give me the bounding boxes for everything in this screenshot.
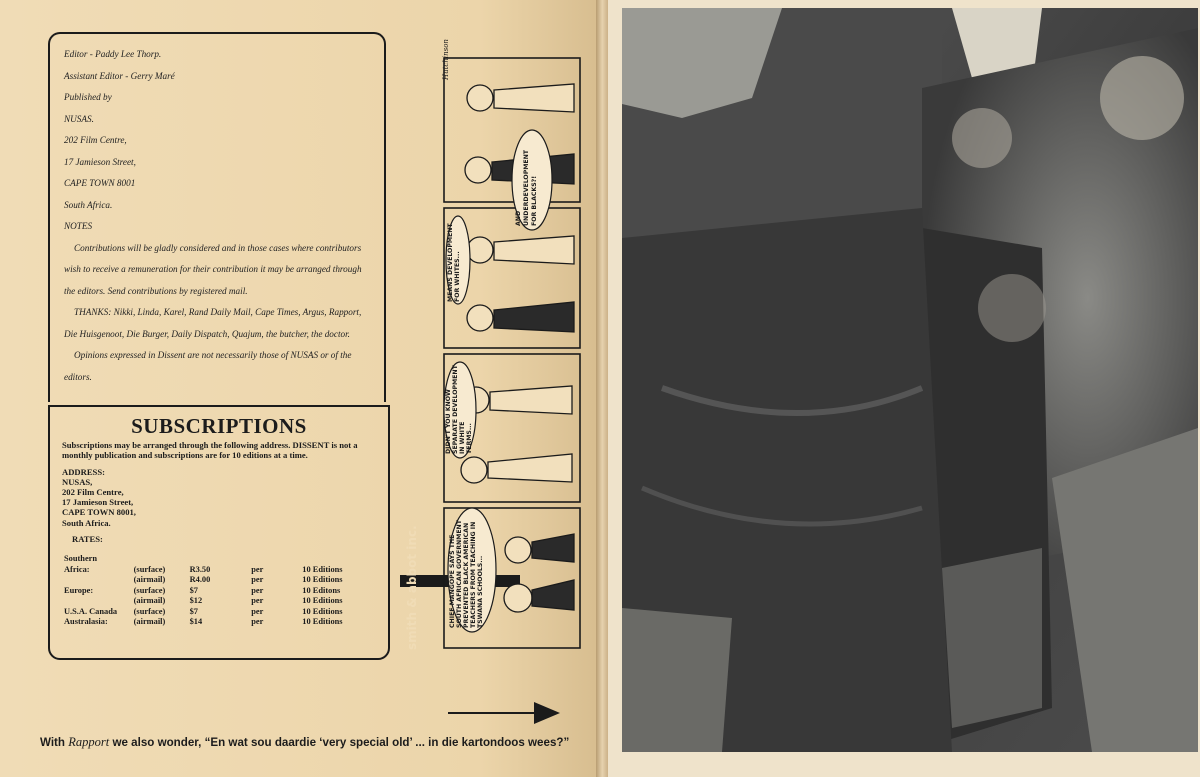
rate-editions: 10 Editions: [302, 575, 343, 585]
address-line: 17 Jamieson Street,: [62, 497, 134, 508]
address-line-4: South Africa.: [64, 199, 113, 210]
rate-price: $14: [189, 617, 203, 627]
figure-head: [467, 305, 493, 331]
rate-price: R3.50: [189, 564, 211, 574]
rate-editions: 10 Editions: [302, 564, 343, 574]
notes-text: Contributions will be gladly considered and in those cases where contributors wish to receive a remuneration for their contribution it may be arranged through the editors. Send contributions by registered mail.: [64, 242, 362, 296]
rate-editions: 10 Editons: [302, 585, 341, 595]
address-line: South Africa.: [62, 517, 111, 528]
svg-text:FOR WHITES...: FOR WHITES...: [454, 251, 461, 302]
bottom-note-text: we also wonder, “En wat sou daardie ‘very special old’ ... in die kartondoos wees?”: [112, 736, 570, 749]
rates-row: [62, 617, 376, 628]
thanks-text: THANKS: Nikki, Linda, Karel, Rand Daily Mail, Cape Times, Argus, Rapport, Die Huisgenoot, Die Burger, Daily Dispatch, Quajum, the butcher, the doctor.: [64, 307, 362, 339]
rate-region: Australasia:: [64, 617, 108, 627]
rate-mode: (surface): [133, 564, 166, 574]
rate-per: [249, 554, 300, 565]
rate-mode: (airmail): [133, 617, 166, 627]
rates-row: [62, 575, 376, 586]
rate-region: [62, 575, 132, 586]
rate-per: per: [251, 564, 264, 574]
bottom-note-publication: Rapport: [68, 735, 110, 749]
rates-heading: RATES:: [72, 533, 103, 544]
cartoonist-signature: Hutchinson: [442, 39, 450, 80]
subscriptions-box: [48, 405, 390, 660]
figure-head: [461, 457, 487, 483]
svg-text:PREVENTED BLACK AMERICAN: PREVENTED BLACK AMERICAN: [463, 522, 470, 628]
rate-editions: 10 Editions: [302, 596, 343, 606]
publisher-name: NUSAS.: [64, 113, 94, 124]
editor-line: Editor - Paddy Lee Thorp.: [64, 49, 162, 59]
notes-heading: NOTES: [64, 221, 93, 231]
masthead-box: [48, 32, 386, 402]
photograph: [622, 8, 1198, 752]
address-line: NUSAS,: [62, 476, 93, 487]
rate-price: $7: [189, 606, 198, 616]
credit-text: smith & abbot inc.: [405, 525, 419, 650]
svg-text:AND: AND: [515, 210, 522, 226]
rates-row: [62, 554, 376, 565]
rates-row: [62, 607, 376, 618]
assistant-editor-line: Assistant Editor - Gerry Maré: [64, 70, 175, 81]
published-by-line: Published by: [64, 92, 112, 102]
svg-text:SOUTH AFRICAN GOVERNMENT: SOUTH AFRICAN GOVERNMENT: [456, 520, 463, 628]
rate-per: per: [251, 617, 264, 627]
svg-text:UNDERDEVELOPMENT: UNDERDEVELOPMENT: [523, 149, 530, 226]
svg-text:DIDN'T YOU KNOW: DIDN'T YOU KNOW: [445, 389, 452, 454]
svg-text:IN WHITE: IN WHITE: [459, 421, 466, 454]
rate-region: [62, 596, 132, 607]
rate-mode: (airmail): [133, 575, 166, 585]
figure-head: [467, 85, 493, 111]
rate-per: per: [251, 585, 264, 595]
rate-per: per: [251, 606, 264, 616]
rate-region: U.S.A. Canada: [64, 606, 118, 616]
rate-editions: 10 Editions: [302, 617, 343, 627]
address-line-2: 17 Jamieson Street,: [64, 156, 136, 167]
svg-text:FOR BLACKS?!: FOR BLACKS?!: [531, 175, 538, 226]
figure-head: [467, 237, 493, 263]
comic-strip: [405, 39, 588, 650]
arrow-right-icon: [448, 700, 562, 726]
bottom-note: [40, 735, 580, 750]
rate-region: Europe:: [64, 585, 94, 595]
figure-head: [505, 537, 531, 563]
subscription-address: [62, 467, 376, 528]
rate-per: per: [251, 596, 264, 606]
rates-table: [62, 554, 376, 628]
svg-text:TERMS...: TERMS...: [466, 423, 473, 454]
svg-text:CHIEF MANGOPE SAYS THE: CHIEF MANGOPE SAYS THE: [449, 534, 456, 628]
figure-head: [504, 584, 532, 612]
rate-mode: (airmail): [133, 596, 166, 606]
figure-head: [465, 157, 491, 183]
svg-text:TEACHERS FROM TEACHING IN: TEACHERS FROM TEACHING IN: [470, 521, 477, 628]
subscriptions-intro: Subscriptions may be arranged through the following address. DISSENT is not a monthly publication and subscriptions are for 10 editions at a time.: [62, 439, 358, 460]
rate-mode: (surface): [133, 585, 166, 595]
address-line-1: 202 Film Centre,: [64, 135, 127, 145]
rate-price: R4.00: [189, 575, 211, 585]
svg-text:SEPARATE DEVELOPMENT: SEPARATE DEVELOPMENT: [452, 365, 459, 454]
svg-text:MEANS DEVELOPMENT: MEANS DEVELOPMENT: [447, 223, 454, 302]
address-line: 202 Film Centre,: [62, 486, 124, 497]
rates-row: [62, 565, 376, 576]
address-line-3: CAPE TOWN 8001: [64, 178, 136, 188]
rate-editions: 10 Editions: [302, 606, 343, 616]
address-heading: ADDRESS:: [62, 466, 105, 477]
rate-price: $12: [189, 596, 203, 606]
rates-row: [62, 586, 376, 597]
rate-per: per: [251, 575, 264, 585]
rate-region: Southern: [64, 554, 98, 564]
rate-mode: (surface): [133, 606, 166, 616]
rate-mode: [132, 554, 188, 565]
subscriptions-title: SUBSCRIPTIONS: [131, 414, 307, 438]
address-line: CAPE TOWN 8001,: [62, 507, 136, 518]
rates-row: [62, 596, 376, 607]
rate-price: $7: [189, 585, 198, 595]
disclaimer-text: Opinions expressed in Dissent are not necessarily those of NUSAS or of the editors.: [64, 350, 352, 382]
bottom-note-prefix: With: [40, 736, 66, 749]
rate-price: [188, 554, 250, 565]
rate-editions: [300, 554, 376, 565]
svg-text:TSWANA SCHOOLS...: TSWANA SCHOOLS...: [477, 555, 484, 628]
rate-region: Africa:: [64, 564, 90, 574]
